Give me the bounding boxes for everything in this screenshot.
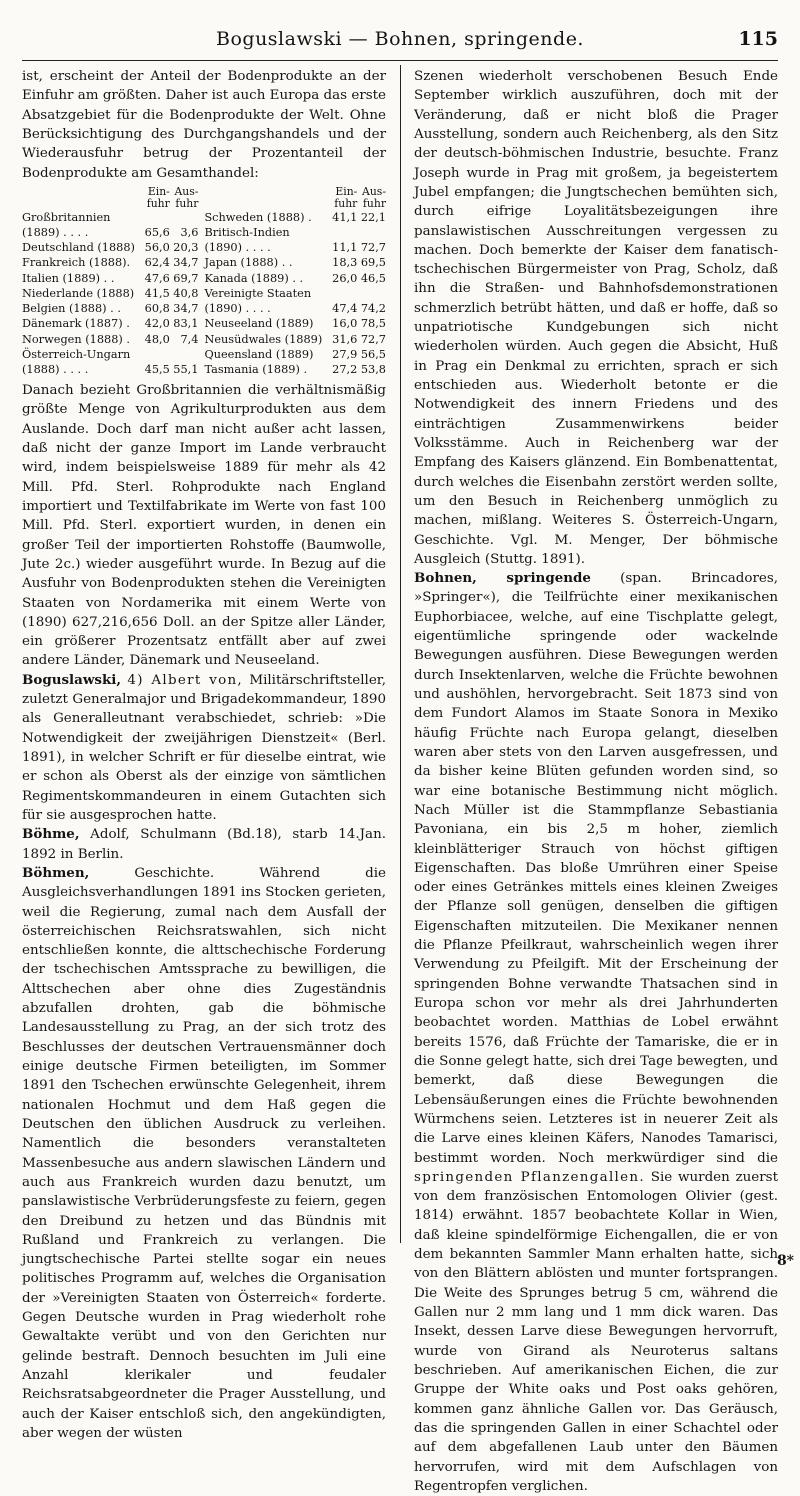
- entry-text: Sie wurden zuerst von dem französischen Entomologen Olivier (gest. 1814) erwähnt. 1857 beobachtete Kollar in Wien, daß kleine spindelförmige Eichengallen, die er von dem bekannten Sammler Mann erhalten hatte, sich von den Blättern ablösten und munter fortsprangen. Die Weite des Sprunges betrug 5 cm, während die Gallen nur 2 mm lang und 1 mm dick waren. Das Insekt, dessen Larve diese Bewegungen hervorruft, wurde von Girand als Neuroterus saltans beschrieben. Auf amerikanischen Eichen, die zur Gruppe der White oaks und Post oaks gehören, kommen ganz ähnliche Gallen vor. Das Geräusch, das die springenden Gallen in einer Schachtel oder auf dem abgefallenen Laub unter den Bäumen hervorrufen, wird mit dem Aufschlagen von Regentropfen verglichen.: [414, 1169, 778, 1494]
- table-row: [22, 362, 386, 377]
- country-name: Großbritannien: [22, 210, 111, 224]
- country-name: Neusüdwales (1889): [204, 332, 323, 346]
- table-row: [22, 271, 386, 286]
- export-value: 56,5: [360, 347, 386, 361]
- table-row: [22, 286, 386, 301]
- import-value: 65,6: [144, 226, 170, 240]
- country-name: (1890) . . . .: [204, 302, 271, 316]
- header-title: Boguslawski — Bohnen, springende.: [216, 28, 584, 50]
- country-name: Österreich-Ungarn: [22, 347, 131, 361]
- import-value: 41,5: [144, 286, 170, 300]
- continued-paragraph: Szenen wiederholt verschobenen Besuch Ende September wirklich auszuführen, doch mit der Veränderung, daß er nicht bloß die Prager Ausstellung, sondern auch Reichenberg, als den Sitz der deutsch-böhmischen Industrie, besuchte. Franz Joseph wurde in Prag mit großem, ja begeistertem Jubel empfangen; die Jungtschechen bemühten sich, durch eifrige Loyalitätsbezeigungen ihre panslawistischen Ausschreitungen vergessen zu machen. Doch bemerkte der Kaiser dem fanatisch-tschechischen Bürgermeister von Prag, Scholz, daß ihn die Straßen- und Bahnhofsdemonstrationen schmerzlich betrübt hätten, und daß er hoffe, daß so unpatriotische Kundgebungen sich nicht wiederholen würden. Auch gegen die Absicht, Huß in Prag ein Denkmal zu errichten, sprach er sich entschieden aus. Wiederholt betonte er die Notwendigkeit des innern Friedens und des einträchtigen Zusammenwirkens beider Volksstämme. Auch in Reichenberg war der Empfang des Kaisers glänzend. Ein Bombenattentat, durch welches die Eisenbahn zerstört werden sollte, um den Besuch in Reichenberg unmöglich zu machen, mißlang. Weiteres S. Österreich-Ungarn, Geschichte. Vgl. M. Menger, Der böhmische Ausgleich (Stuttg. 1891).: [414, 69, 778, 567]
- country-name: (1889) . . . .: [22, 226, 89, 240]
- head-bottom: fuhr: [146, 196, 170, 210]
- export-value: 22,1: [360, 210, 386, 224]
- right-column: [414, 67, 778, 1496]
- intro-paragraph: ist, erscheint der Anteil der Bodenprodukte an der Einfuhr am größten. Daher ist auch Europa das erste Absatzgebiet für die Bodenprodukte der Welt. Ohne Berücksichtigung des Durchgangshandels und der Wiederausfuhr betrug der Prozentanteil der Bodenprodukte am Gesamthandel:: [22, 69, 386, 181]
- import-value: 41,1: [332, 210, 358, 224]
- headword: Boguslawski,: [22, 671, 122, 688]
- country-name: Norwegen (1888) .: [22, 332, 130, 346]
- export-value: 34,7: [173, 302, 199, 316]
- country-name: Frankreich (1888).: [22, 256, 131, 270]
- page-number: 115: [738, 28, 778, 50]
- head-top: Aus-: [174, 184, 199, 198]
- entry-text: Geschichte. Während die Ausgleichsverhandlungen 1891 ins Stocken gerieten, weil die Regierung, zumal nach dem Ausfall der österreichischen Reichsratswahlen, sich nicht entschließen konnte, die alttschechische Forderung der tschechischen Amtssprache zu bewilligen, die Alttschechen aber ohne dies Zugeständnis abzufallen drohten, gab die böhmische Landesausstellung zu Prag, an der sich trotz des Beschlusses der deutschen Vertrauensmänner doch einige deutsche Firmen beteiligten, im Sommer 1891 den Tschechen erwünschte Gelegenheit, ihrem nationalen Hochmut und dem Haß gegen die Deutschen den üblichen Ausdruck zu verleihen. Namentlich die besonders veranstalteten Massenbesuche aus andern slawischen Ländern und auch aus Frankreich wurden dazu benutzt, um panslawistische Verbrüderungsfeste zu feiern, gegen den Dreibund zu hetzen und das Bündnis mit Rußland und Frankreich zu verlangen. Die jungtschechische Partei stellte sogar ein neues politisches Programm auf, welches die Organisation der »Vereinigten Staaten von Österreich« forderte. Gegen Deutsche wurden in Prag wiederholt rohe Gewaltakte verübt und von den Gerichten nur gelinde bestraft. Dennoch besuchten im Juli eine Anzahl klerikaler und feudaler Reichsratsabgeordneter die Prager Ausstellung, und auch der Kaiser entschloß sich, den angekündigten, aber wegen der wüsten: [22, 865, 386, 1441]
- export-value: [357, 286, 386, 301]
- trade-table-body: [22, 210, 386, 377]
- head-bottom: fuhr: [362, 196, 386, 210]
- trade-share-table: [22, 186, 386, 377]
- country-name: Tasmania (1889) .: [204, 362, 308, 376]
- head-bottom: fuhr: [175, 196, 199, 210]
- import-value: 11,1: [332, 241, 358, 255]
- entry-text: Militärschriftsteller, zuletzt Generalmajor und Brigadekommandeur, 1890 als Generalleutnant verabschiedet, schrieb: »Die Notwendigkeit der zweijährigen Dienstzeit« (Berl. 1891), in welcher Schrift er für dieselbe eintrat, wie er schon als Oberst als der einzige von sämtlichen Regimentskommandeuren in einem Gutachten sich für sie ausgesprochen hatte.: [22, 672, 386, 823]
- country-name: Dänemark (1887) .: [22, 317, 130, 331]
- import-value: [329, 286, 358, 301]
- head-bottom: fuhr: [334, 196, 358, 210]
- table-row: [22, 347, 386, 362]
- import-value: 47,6: [144, 271, 170, 285]
- column-divider: [400, 65, 401, 1243]
- import-value: 42,0: [144, 317, 170, 331]
- export-value: 69,5: [360, 256, 386, 270]
- import-value: 47,4: [332, 302, 358, 316]
- export-value: 74,2: [360, 302, 386, 316]
- signature-mark: 8*: [776, 1253, 794, 1269]
- export-value: 46,5: [360, 271, 386, 285]
- export-value: 55,1: [173, 362, 199, 376]
- table-row: [22, 240, 386, 255]
- entry-text: Adolf, Schulmann (Bd.18), starb 14.Jan. 1892 in Berlin.: [22, 827, 386, 862]
- table-row: [22, 225, 386, 240]
- table-row: [22, 316, 386, 331]
- export-value: 53,8: [360, 362, 386, 376]
- country-name: Belgien (1888) . .: [22, 302, 121, 316]
- country-name: Britisch-Indien: [204, 226, 290, 240]
- export-value: [170, 347, 199, 362]
- table-row: [22, 332, 386, 347]
- headword: Böhmen,: [22, 864, 90, 881]
- import-value: 27,9: [332, 347, 358, 361]
- import-value: 62,4: [144, 256, 170, 270]
- import-value: 26,0: [332, 271, 358, 285]
- import-value: [141, 347, 170, 362]
- country-name: (1888) . . . .: [22, 362, 89, 376]
- country-name: Deutschland (1888): [22, 241, 135, 255]
- country-name: Vereinigte Staaten: [204, 286, 312, 300]
- entry-bohnen: [414, 569, 778, 1496]
- country-name: Japan (1888) . .: [204, 256, 293, 270]
- import-value: [329, 225, 358, 240]
- export-value: 20,3: [173, 241, 199, 255]
- header-rule: [22, 60, 778, 61]
- text-columns: [22, 65, 779, 1494]
- import-value: 16,0: [332, 317, 358, 331]
- import-value: 56,0: [144, 241, 170, 255]
- left-column: [22, 67, 386, 1443]
- after-table-paragraph: Danach bezieht Großbritannien die verhältnismäßig größte Menge von Agrikulturprodukten aus dem Auslande. Doch darf man nicht außer acht lassen, daß nicht der ganze Import im Lande verbraucht wird, indem beispielsweise 1889 für mehr als 42 Mill. Pfd. Sterl. Rohprodukte nach England importiert und Textilfabrikate im Werte von fast 100 Mill. Pfd. Sterl. exportiert wurden, in denen ein großer Teil der importierten Rohstoffe (Baumwolle, Jute 2c.) wieder ausgeführt wurde. In Bezug auf die Ausfuhr von Bodenprodukten stehen die Vereinigten Staaten von Nordamerika mit einem Werte von (1890) 627,216,656 Doll. an der Spitze aller Länder, ein größerer Prozentsatz entfällt aber auf zwei andere Länder, Dänemark und Neuseeland.: [22, 383, 386, 669]
- entry-boguslawski: [22, 671, 386, 826]
- running-header: [22, 28, 778, 54]
- export-value: 40,8: [173, 286, 199, 300]
- import-value: 27,2: [332, 362, 358, 376]
- country-name: Schweden (1888) .: [204, 210, 312, 224]
- head-top: Ein-: [147, 184, 170, 198]
- import-value: 18,3: [332, 256, 358, 270]
- headword: Böhme,: [22, 826, 80, 843]
- export-value: [357, 225, 386, 240]
- country-name: Kanada (1889) . .: [204, 271, 304, 285]
- export-value: [170, 210, 199, 225]
- spaced-name: 4) Albert von,: [127, 672, 243, 688]
- import-value: 45,5: [144, 362, 170, 376]
- export-value: 83,1: [173, 317, 199, 331]
- headword: Bohnen, springende: [414, 570, 591, 587]
- entry-text: (span. Brincadores, »Springer«), die Teilfrüchte einer mexikanischen Euphorbiacee, welche, auf eine Tischplatte gelegt, eigentümliche springende oder wackelnde Bewegungen ausführen. Diese Bewegungen werden durch Insektenlarven, welche die Früchte bewohnen und aushöhlen, hervorgebracht. Seit 1873 sind von dem Fundort Alamos im Staate Sonora in Mexiko häufig Früchte nach Europa gelangt, dieselben waren aber stets von den Larven ausgefressen, und da bisher keine Blüten gefunden worden sind, so war eine botanische Bestimmung nicht möglich. Nach Müller ist die Stammpflanze Sebastiania Pavoniana, ein bis 2,5 m hoher, ziemlich kleinblätteriger Strauch von höchst giftigen Eigenschaften. Das bloße Umrühren einer Speise oder eines Getränkes mittels eines kleinen Zweiges der Pflanze soll genügen, denselben die giftigen Eigenschaften mitzuteilen. Die Mexikaner nennen die Pflanze Pfeilkraut, wahrscheinlich wegen ihrer Verwendung zu Pfeilgift. Mit der Erscheinung der springenden Bohne verwandte Thatsachen sind in Europa schon vor mehr als drei Jahrhunderten beobachtet worden. Matthias de Lobel erwähnt bereits 1576, daß Früchte der Tamariske, die er in die Sonne gelegt hatte, sich drei Tage bewegten, und bemerkt, daß diese Bewegungen die Lebensäußerungen eines die Früchte bewohnenden Würmchens seien. Letzteres ist in neuerer Zeit als die Larve eines kleinen Käfers, Nanodes Tamarisci, bestimmt worden. Noch merkwürdiger sind die: [414, 571, 779, 1166]
- country-name: Neuseeland (1889): [204, 317, 314, 331]
- head-top: Ein-: [335, 184, 358, 198]
- import-value: 31,6: [332, 332, 358, 346]
- table-row: [22, 255, 386, 270]
- country-name: Italien (1889) . .: [22, 271, 115, 285]
- import-value: 48,0: [144, 332, 170, 346]
- export-value: 34,7: [173, 256, 199, 270]
- import-value: [141, 210, 170, 225]
- export-value: 3,6: [180, 226, 199, 240]
- export-value: 72,7: [360, 241, 386, 255]
- table-row: [22, 301, 386, 316]
- entry-boehme: [22, 825, 386, 864]
- import-value: 60,8: [144, 302, 170, 316]
- entry-boehmen: [22, 864, 386, 1443]
- country-name: Niederlande (1888): [22, 286, 135, 300]
- export-value: 72,7: [360, 332, 386, 346]
- export-value: 78,5: [360, 317, 386, 331]
- table-row: [22, 210, 386, 225]
- head-top: Aus-: [362, 184, 386, 198]
- export-value: 69,7: [173, 271, 199, 285]
- country-name: (1890) . . . .: [204, 241, 271, 255]
- country-name: Queensland (1889): [204, 347, 314, 361]
- spaced-term: springenden Pflanzengallen.: [414, 1169, 645, 1185]
- export-value: 7,4: [180, 332, 199, 346]
